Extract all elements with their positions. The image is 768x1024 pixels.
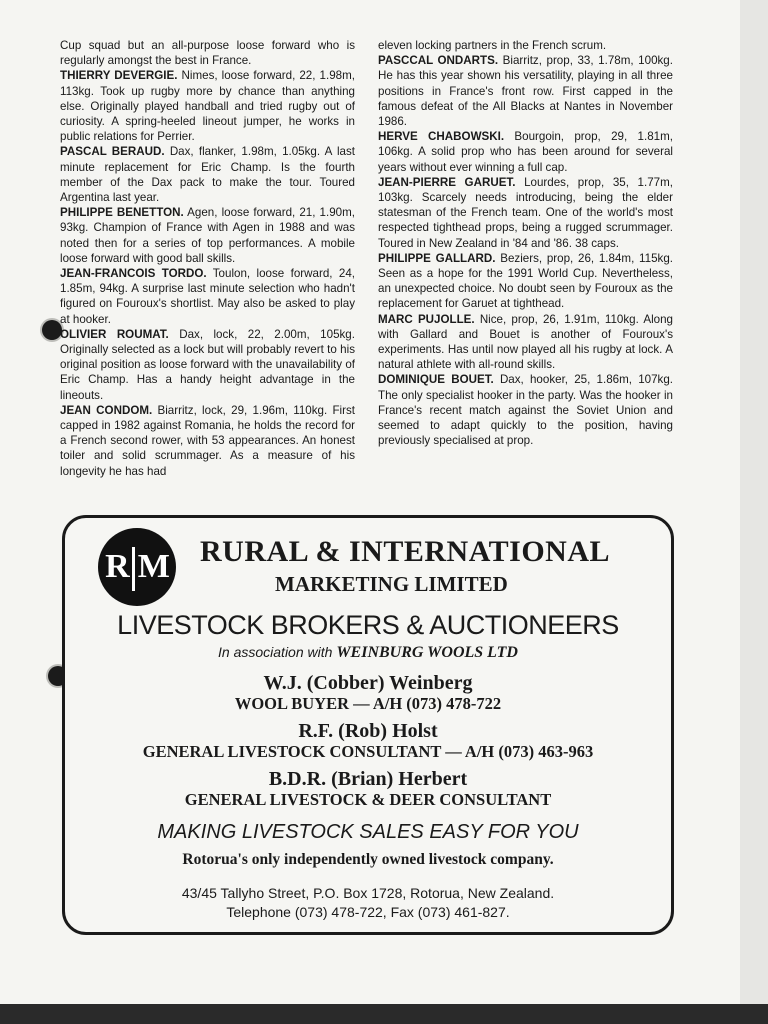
left-intro: Cup squad but an all-purpose loose forward who is regularly amongst the best in France.	[60, 39, 355, 68]
page-edge-strip	[740, 0, 768, 1004]
contact-name: B.D.R. (Brian) Herbert	[268, 768, 468, 790]
player-entry	[378, 129, 673, 175]
player-name: HERVE CHABOWSKI.	[378, 130, 505, 144]
right-intro: eleven locking partners in the French scrum.	[378, 39, 607, 52]
punch-hole-top	[42, 320, 62, 340]
player-entry	[378, 53, 673, 129]
player-name: THIERRY DEVERGIE.	[60, 69, 178, 83]
player-bio: Biarritz, lock, 29, 1.96m, 110kg. First capped in 1982 against Romania, he holds the record for a French second rower, with 53 appearances. An honest toiler and solid scrummager. As a measure of his longevity he has had	[60, 403, 355, 478]
player-entry	[60, 205, 355, 266]
right-text-column	[378, 38, 673, 448]
contact-role: GENERAL LIVESTOCK & DEER CONSULTANT	[184, 790, 552, 809]
player-entry	[60, 144, 355, 205]
player-bio: Biarritz, prop, 33, 1.78m, 100kg. He has this year shown his versatility, playing in all three positions in France's front row. First capped in the famous defeat of the All Blacks at Nantes in November 1986.	[378, 54, 673, 129]
left-text-column	[60, 38, 355, 479]
player-bio: Dax, lock, 22, 2.00m, 105kg. Originally selected as a lock but will probably revert to his original position as loose forward with the unavailability of Eric Champ. Has a handy height advantage in the lineouts.	[60, 327, 355, 402]
player-bio: Lourdes, prop, 35, 1.77m, 103kg. Scarcely needs introducing, being the elder statesman of the French team. One of the world's most respected tighthead props, being a rugged scrummager. Toured in New Zealand in '84 and '86. 38 caps.	[378, 175, 673, 250]
player-name: PHILIPPE GALLARD.	[378, 251, 496, 265]
rim-logo	[98, 528, 176, 606]
association-prefix: In association with	[218, 644, 333, 660]
player-entry	[378, 372, 673, 448]
contact-role: WOOL BUYER — A/H (073) 478-722	[234, 694, 502, 713]
player-bio: Nimes, loose forward, 22, 1.98m, 113kg. Took up rugby more by chance than anything else. Originally played handball and tried rugby out of curiosity. A spring-heeled lineout jumper, he works in public relations for Perrier.	[60, 69, 355, 144]
contact-name: R.F. (Rob) Holst	[298, 720, 438, 742]
player-name: PASCCAL ONDARTS.	[378, 54, 499, 68]
player-entry	[60, 327, 355, 403]
company-name: RURAL & INTERNATIONAL	[200, 535, 610, 568]
player-bio: Dax, flanker, 1.98m, 1.05kg. A last minute replacement for Eric Champ. Is the fourth member of the Dax pack to make the tour. Toured Argentina last year.	[60, 145, 355, 205]
player-name: OLIVIER ROUMAT.	[60, 327, 169, 341]
contact-role: GENERAL LIVESTOCK CONSULTANT — A/H (073) 463-963	[142, 742, 594, 761]
logo-letter-m: M	[137, 548, 169, 585]
player-entry	[378, 312, 673, 373]
player-bio: Beziers, prop, 26, 1.84m, 115kg. Seen as a hope for the 1991 World Cup. Nevertheless, an unexpected choice. No doubt seen by Fouroux as the replacement for Garuet at tighthead.	[378, 251, 673, 311]
association-line	[65, 644, 671, 662]
player-name: JEAN-PIERRE GARUET.	[378, 175, 516, 189]
logo-divider	[132, 547, 135, 591]
player-name: DOMINIQUE BOUET.	[378, 373, 494, 387]
ad-motto: Rotorua's only independently owned livestock company.	[182, 851, 554, 868]
player-name: JEAN CONDOM.	[60, 403, 153, 417]
player-entry	[378, 175, 673, 251]
player-bio: Agen, loose forward, 21, 1.90m, 93kg. Champion of France with Agen in 1988 and was noted then for a series of top performances. A mobile loose forward with good ball skills.	[60, 206, 356, 265]
player-name: JEAN-FRANCOIS TORDO.	[60, 267, 207, 281]
player-entry	[60, 403, 355, 479]
player-bio: Dax, hooker, 25, 1.86m, 107kg. The only specialist hooker in the party. Was the hooker in France's recent match against the Soviet Union and seemed to adapt quickly to the position, having previously specialised at prop.	[378, 373, 673, 448]
association-partner: WEINBURG WOOLS LTD	[336, 644, 518, 661]
player-entry	[378, 251, 673, 312]
contact-name: W.J. (Cobber) Weinberg	[263, 672, 473, 694]
player-bio: Nice, prop, 26, 1.91m, 110kg. Along with Gallard and Bouet is another of Fouroux's experiments. Has until now played all his rugby at lock. A natural athlete with all-round skills.	[378, 312, 674, 372]
ad-tagline: LIVESTOCK BROKERS & AUCTIONEERS	[117, 610, 619, 640]
advertisement-box	[62, 515, 674, 935]
player-name: MARC PUJOLLE.	[378, 312, 475, 326]
company-address: 43/45 Tallyho Street, P.O. Box 1728, Rotorua, New Zealand.	[181, 885, 555, 901]
company-telephone: Telephone (073) 478-722, Fax (073) 461-827.	[226, 904, 510, 920]
player-name: PASCAL BERAUD.	[60, 145, 165, 159]
player-bio: Bourgoin, prop, 29, 1.81m, 106kg. A solid prop who has been around for several years without ever winning a full cap.	[378, 130, 673, 174]
player-entry	[60, 68, 355, 144]
company-subtitle: MARKETING LIMITED	[275, 572, 508, 596]
player-name: PHILIPPE BENETTON.	[60, 206, 184, 220]
player-entry	[60, 266, 355, 327]
ad-slogan: MAKING LIVESTOCK SALES EASY FOR YOU	[157, 821, 579, 843]
player-bio: Toulon, loose forward, 24, 1.85m, 94kg. A surprise last minute selection who hadn't figured on Fouroux's shortlist. May also be asked to play at hooker.	[60, 267, 355, 326]
logo-letter-r: R	[105, 548, 129, 585]
scan-bottom-edge	[0, 1004, 768, 1024]
